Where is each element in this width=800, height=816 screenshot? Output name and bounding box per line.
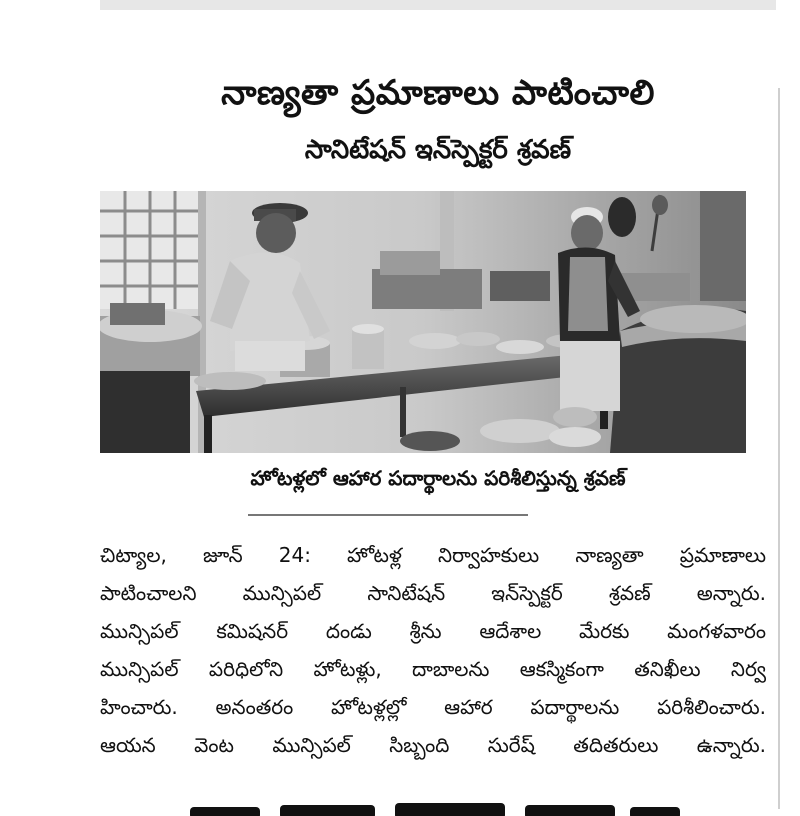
body-line: మున్సిపల్ పరిధిలోని హోటళ్లు, దాబాలను ఆకస్మికంగా తనిఖీలు నిర్వ xyxy=(100,657,766,681)
body-line: ఆయన వెంట మున్సిపల్ సిబ్బంది సురేష్ తదితరులు ఉన్నారు. xyxy=(100,733,766,757)
photo-caption: హోటళ్లలో ఆహార పదార్థాలను పరిశీలిస్తున్న శ్రవణ్ xyxy=(250,466,626,490)
news-photo xyxy=(100,191,746,453)
article-headline: నాణ్యతా ప్రమాణాలు పాటించాలి xyxy=(221,73,655,113)
next-article-headline-cropped xyxy=(150,796,710,816)
cropped-headline-glyphs xyxy=(150,799,710,816)
body-line: చిట్యాల, జూన్ 24: హోటళ్ల నిర్వాహకులు నాణ్యతా ప్రమాణాలు xyxy=(100,543,766,567)
article-subheadline: సానిటేషన్ ఇన్‌స్పెక్టర్ శ్రవణ్ xyxy=(304,135,572,165)
previous-article-band xyxy=(100,0,776,10)
body-line: హించారు. అనంతరం హోటళ్లల్లో ఆహార పదార్థాలను పరిశీలించారు. xyxy=(100,695,766,719)
body-line: మున్సిపల్ కమిషనర్ దండు శ్రీను ఆదేశాల మేరకు మంగళవారం xyxy=(100,619,766,643)
column-divider xyxy=(778,88,780,809)
article-body xyxy=(100,536,766,764)
caption-underline xyxy=(248,514,528,516)
body-line: పాటించాలని మున్సిపల్ సానిటేషన్ ఇన్‌స్పెక్టర్ శ్రవణ్ అన్నారు. xyxy=(100,581,766,605)
kitchen-inspection-photo xyxy=(100,191,746,453)
